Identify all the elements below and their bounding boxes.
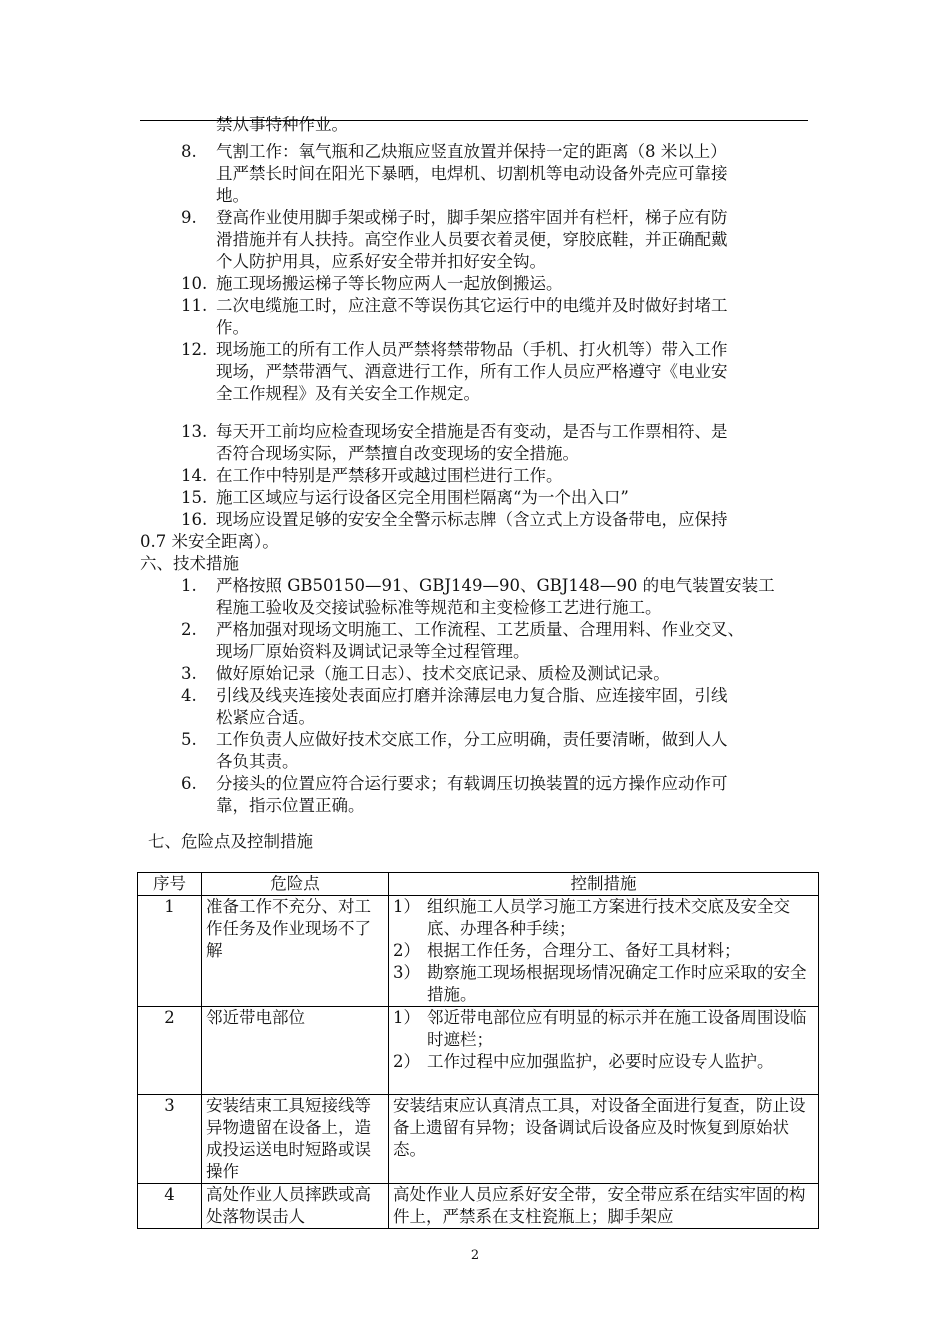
list-number: 5. <box>181 730 197 749</box>
measure-index: 2） <box>393 941 420 960</box>
row-measures <box>389 896 819 1007</box>
list-number: 15. <box>181 488 208 507</box>
list-number: 6. <box>181 774 197 793</box>
list-item-line: 二次电缆施工时，应注意不等误伤其它运行中的电缆并及时做好封堵工 <box>216 296 728 315</box>
list-item-line: 严格加强对现场文明施工、工作流程、工艺质量、合理用料、作业交叉、 <box>216 620 744 639</box>
measure-text: 邻近带电部位应有明显的标示并在施工设备周围设临时遮栏； <box>427 1008 807 1049</box>
header-measures: 控制措施 <box>389 873 819 896</box>
measure-text: 工作过程中应加强监护，必要时应设专人监护。 <box>427 1052 774 1071</box>
row-measures <box>389 1007 819 1095</box>
list-item-line: 地。 <box>216 186 249 205</box>
list-number: 14. <box>181 466 208 485</box>
continued-line: 禁从事特种作业。 <box>216 115 348 134</box>
list-item-line: 全工作规程》及有关安全工作规定。 <box>216 384 480 403</box>
continued-line: 0.7 米安全距离）。 <box>140 532 279 551</box>
table-row <box>138 1007 819 1095</box>
list-item-line: 个人防护用具，应系好安全带并扣好安全钩。 <box>216 252 546 271</box>
list-item-line: 各负其责。 <box>216 752 299 771</box>
list-item-line: 且严禁长时间在阳光下暴晒，电焊机、切割机等电动设备外壳应可靠接 <box>216 164 728 183</box>
list-item-line: 引线及线夹连接处表面应打磨并涂薄层电力复合脂、应连接牢固，引线 <box>216 686 728 705</box>
list-item-line: 做好原始记录（施工日志）、技术交底记录、质检及测试记录。 <box>216 664 670 683</box>
list-item-line: 登高作业使用脚手架或梯子时，脚手架应搭牢固并有栏杆，梯子应有防 <box>216 208 728 227</box>
row-measures: 高处作业人员应系好安全带，安全带应系在结实牢固的构件上，严禁系在支柱瓷瓶上；脚手架应 <box>389 1184 819 1229</box>
list-item-line: 现场厂原始资料及调试记录等全过程管理。 <box>216 642 530 661</box>
list-item-line: 靠，指示位置正确。 <box>216 796 365 815</box>
list-number: 4. <box>181 686 197 705</box>
list-item-line: 作。 <box>216 318 249 337</box>
list-number: 8. <box>181 142 197 161</box>
measure-text: 组织施工人员学习施工方案进行技术交底及安全交底、办理各种手续； <box>427 897 790 938</box>
measure-index: 2） <box>393 1052 420 1071</box>
list-number: 2. <box>181 620 197 639</box>
list-number: 13. <box>181 422 208 441</box>
row-no: 4 <box>138 1184 202 1229</box>
row-measures: 安装结束应认真清点工具，对设备全面进行复查，防止设备上遗留有异物；设备调试后设备应及时恢复到原始状态。 <box>389 1095 819 1184</box>
row-no: 3 <box>138 1095 202 1184</box>
section-heading: 六、技术措施 <box>140 554 239 573</box>
list-item-line: 松紧应合适。 <box>216 708 315 727</box>
list-number: 12. <box>181 340 208 359</box>
measure-text: 勘察施工现场根据现场情况确定工作时应采取的安全措施。 <box>427 963 807 1004</box>
header-no: 序号 <box>138 873 202 896</box>
list-number: 10. <box>181 274 208 293</box>
row-risk: 安装结束工具短接线等异物遗留在设备上，造成投运送电时短路或误操作 <box>202 1095 389 1184</box>
list-item-line: 滑措施并有人扶持。高空作业人员要衣着灵便，穿胶底鞋，并正确配戴 <box>216 230 728 249</box>
measure-index: 1） <box>393 897 420 916</box>
risk-control-table <box>137 872 819 1229</box>
row-no: 1 <box>138 896 202 1007</box>
list-item-line: 分接头的位置应符合运行要求；有载调压切换装置的远方操作应动作可 <box>216 774 728 793</box>
row-risk: 邻近带电部位 <box>202 1007 389 1095</box>
list-item-line: 现场，严禁带酒气、酒意进行工作，所有工作人员应严格遵守《电业安 <box>216 362 728 381</box>
list-item-line: 每天开工前均应检查现场安全措施是否有变动，是否与工作票相符、是 <box>216 422 728 441</box>
list-number: 1. <box>181 576 197 595</box>
measure-index: 1） <box>393 1008 420 1027</box>
list-item-line: 严格按照 GB50150—91、GBJ149—90、GBJ148—90 的电气装置安装工 <box>216 576 775 595</box>
list-item-line: 程施工验收及交接试验标准等规范和主变检修工艺进行施工。 <box>216 598 662 617</box>
list-number: 9. <box>181 208 197 227</box>
table-row <box>138 1184 819 1229</box>
list-number: 3. <box>181 664 197 683</box>
list-item-line: 工作负责人应做好技术交底工作，分工应明确，责任要清晰，做到人人 <box>216 730 728 749</box>
list-item-line: 现场施工的所有工作人员严禁将禁带物品（手机、打火机等）带入工作 <box>216 340 728 359</box>
section-heading: 七、危险点及控制措施 <box>148 832 313 851</box>
table-header-row <box>138 873 819 896</box>
header-risk: 危险点 <box>202 873 389 896</box>
measure-index: 3） <box>393 963 420 982</box>
measure-text: 根据工作任务，合理分工、备好工具材料； <box>427 941 741 960</box>
table-row <box>138 1095 819 1184</box>
row-risk: 准备工作不充分、对工作任务及作业现场不了解 <box>202 896 389 1007</box>
list-item-line: 在工作中特别是严禁移开或越过围栏进行工作。 <box>216 466 563 485</box>
row-no: 2 <box>138 1007 202 1095</box>
list-item-line: 气割工作：氧气瓶和乙炔瓶应竖直放置并保持一定的距离（8 米以上） <box>216 142 727 161</box>
row-risk: 高处作业人员摔跌或高处落物误击人 <box>202 1184 389 1229</box>
list-number: 16. <box>181 510 208 529</box>
table-row <box>138 896 819 1007</box>
list-item-line: 施工区域应与运行设备区完全用围栏隔离“为一个出入口” <box>216 488 629 507</box>
list-item-line: 否符合现场实际，严禁擅自改变现场的安全措施。 <box>216 444 579 463</box>
page-number: 2 <box>470 1248 480 1263</box>
list-item-line: 施工现场搬运梯子等长物应两人一起放倒搬运。 <box>216 274 563 293</box>
list-number: 11. <box>181 296 208 315</box>
list-item-line: 现场应设置足够的安安全全警示标志牌（含立式上方设备带电，应保持 <box>216 510 728 529</box>
